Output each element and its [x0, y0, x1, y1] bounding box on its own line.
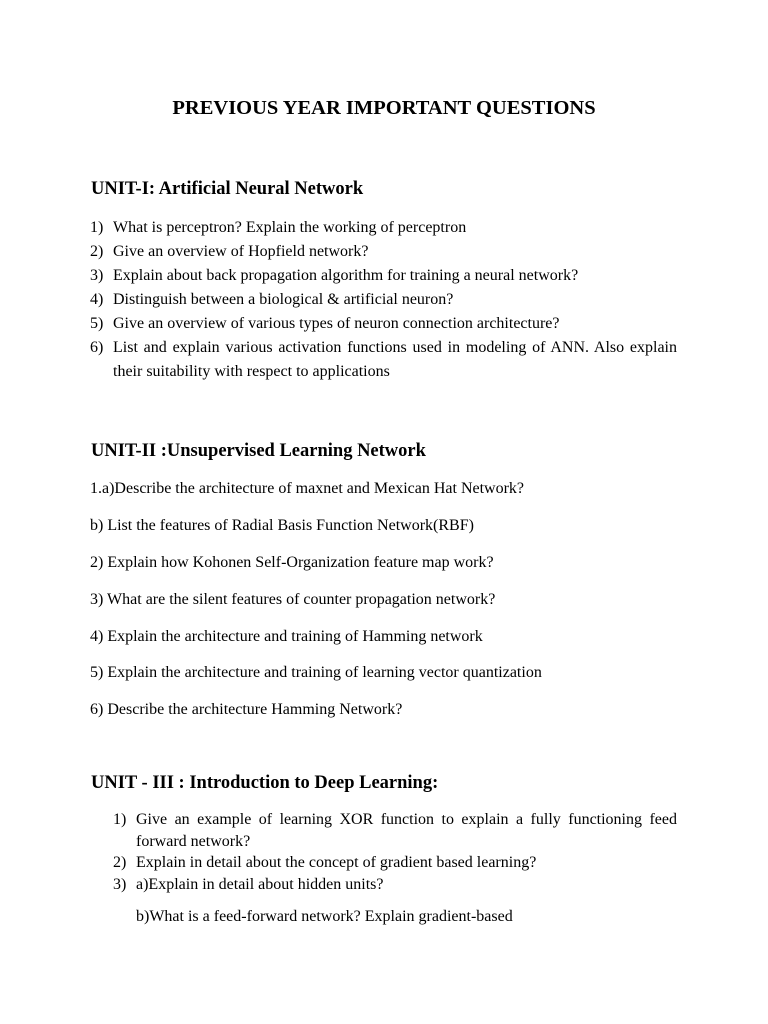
unit-3-question-list — [113, 809, 677, 895]
list-item — [90, 312, 677, 336]
unit-3-heading: UNIT - III : Introduction to Deep Learning: — [91, 773, 439, 793]
list-item-text: Give an overview of Hopfield network? — [113, 243, 369, 260]
unit-1-heading: UNIT-I: Artificial Neural Network — [91, 179, 364, 199]
list-item-text: What is perceptron? Explain the working of perceptron — [113, 219, 467, 236]
list-item — [113, 809, 677, 852]
list-item-text: a)Explain in detail about hidden units? — [136, 875, 384, 893]
list-item-number: 2) — [90, 243, 104, 260]
document-title: PREVIOUS YEAR IMPORTANT QUESTIONS — [172, 97, 596, 119]
list-item-number: 1) — [90, 219, 104, 236]
unit-2-question: 6) Describe the architecture Hamming Network? — [90, 701, 403, 718]
list-item-text: Explain in detail about the concept of gradient based learning? — [136, 854, 537, 871]
unit-3-continuation-text: b)What is a feed-forward network? Explain gradient-based — [136, 908, 513, 925]
list-item-text: Give an overview of various types of neuron connection architecture? — [113, 315, 560, 332]
unit-2-question: 1.a)Describe the architecture of maxnet and Mexican Hat Network? — [90, 480, 525, 497]
list-item-text: Distinguish between a biological & artificial neuron? — [113, 291, 454, 308]
list-item-text: List and explain various activation functions used in modeling of ANN. Also explain their suitability with respect to applications — [113, 339, 677, 380]
list-item-number: 6) — [90, 339, 104, 356]
list-item — [90, 288, 677, 312]
list-item-number: 2) — [113, 854, 127, 871]
unit-2-heading: UNIT-II :Unsupervised Learning Network — [91, 441, 426, 461]
list-item — [90, 240, 677, 264]
unit-2-question: 4) Explain the architecture and training of Hamming network — [90, 628, 483, 645]
unit-2-question: 5) Explain the architecture and training of learning vector quantization — [90, 664, 542, 681]
unit-1-question-list — [90, 216, 677, 384]
list-item — [113, 874, 677, 896]
list-item-number: 4) — [90, 291, 104, 308]
list-item — [90, 336, 677, 384]
list-item — [113, 852, 677, 874]
unit-2-question: b) List the features of Radial Basis Function Network(RBF) — [90, 517, 474, 534]
list-item-number: 5) — [90, 315, 104, 332]
list-item — [90, 216, 677, 240]
list-item-text: Explain about back propagation algorithm for training a neural network? — [113, 267, 579, 284]
list-item-number: 3) — [113, 875, 127, 893]
list-item-number: 1) — [113, 811, 127, 828]
unit-2-question: 3) What are the silent features of counter propagation network? — [90, 591, 496, 608]
unit-2-question: 2) Explain how Kohonen Self-Organization feature map work? — [90, 554, 494, 571]
list-item — [90, 264, 677, 288]
list-item-text: Give an example of learning XOR function to explain a fully functioning feed forward network? — [136, 811, 677, 850]
list-item-number: 3) — [90, 267, 104, 284]
